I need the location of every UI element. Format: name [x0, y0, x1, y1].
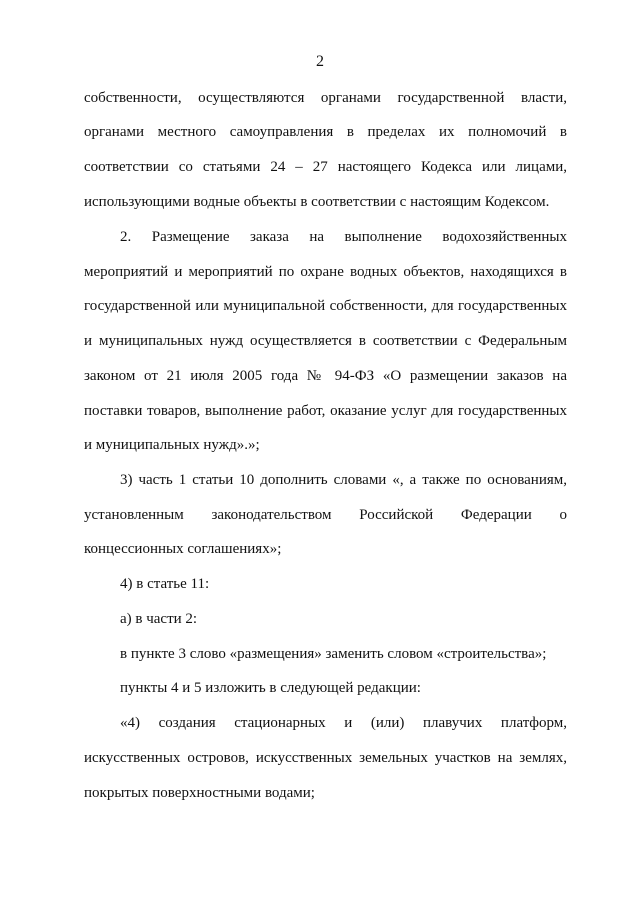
text-line: 2. Размещение заказа на выполнение водохозяйственных: [120, 229, 567, 245]
text-line: установленным законодательством Российской Федерации о: [84, 507, 567, 523]
text-line: поставки товаров, выполнение работ, оказание услуг для государственных: [84, 403, 567, 419]
text-line: концессионных соглашениях»;: [84, 541, 282, 557]
text-line: пункты 4 и 5 изложить в следующей редакции:: [120, 680, 421, 696]
text-line: государственной или муниципальной собственности, для государственных: [84, 298, 567, 314]
page-number: 2: [316, 53, 324, 70]
text-line: собственности, осуществляются органами государственной власти,: [84, 90, 567, 106]
text-line: использующими водные объекты в соответствии с настоящим Кодексом.: [84, 194, 550, 210]
text-line: и муниципальных нужд».»;: [84, 437, 260, 453]
text-line: искусственных островов, искусственных земельных участков на землях,: [84, 750, 567, 766]
text-line: законом от 21 июля 2005 года № 94-ФЗ «О размещении заказов на: [84, 368, 567, 384]
text-line: и муниципальных нужд осуществляется в соответствии с Федеральным: [84, 333, 567, 349]
text-line: мероприятий и мероприятий по охране водных объектов, находящихся в: [84, 264, 567, 280]
text-line: в пункте 3 слово «размещения» заменить словом «строительства»;: [120, 646, 547, 662]
text-line: «4) создания стационарных и (или) плавучих платформ,: [120, 715, 567, 731]
text-line: соответствии со статьями 24 – 27 настоящего Кодекса или лицами,: [84, 159, 567, 175]
text-line: 4) в статье 11:: [120, 576, 210, 592]
text-line: органами местного самоуправления в пределах их полномочий в: [84, 124, 567, 140]
text-line: покрытых поверхностными водами;: [84, 785, 315, 801]
text-line: 3) часть 1 статьи 10 дополнить словами «, а также по основаниям,: [120, 472, 567, 488]
text-line: а) в части 2:: [120, 611, 198, 627]
